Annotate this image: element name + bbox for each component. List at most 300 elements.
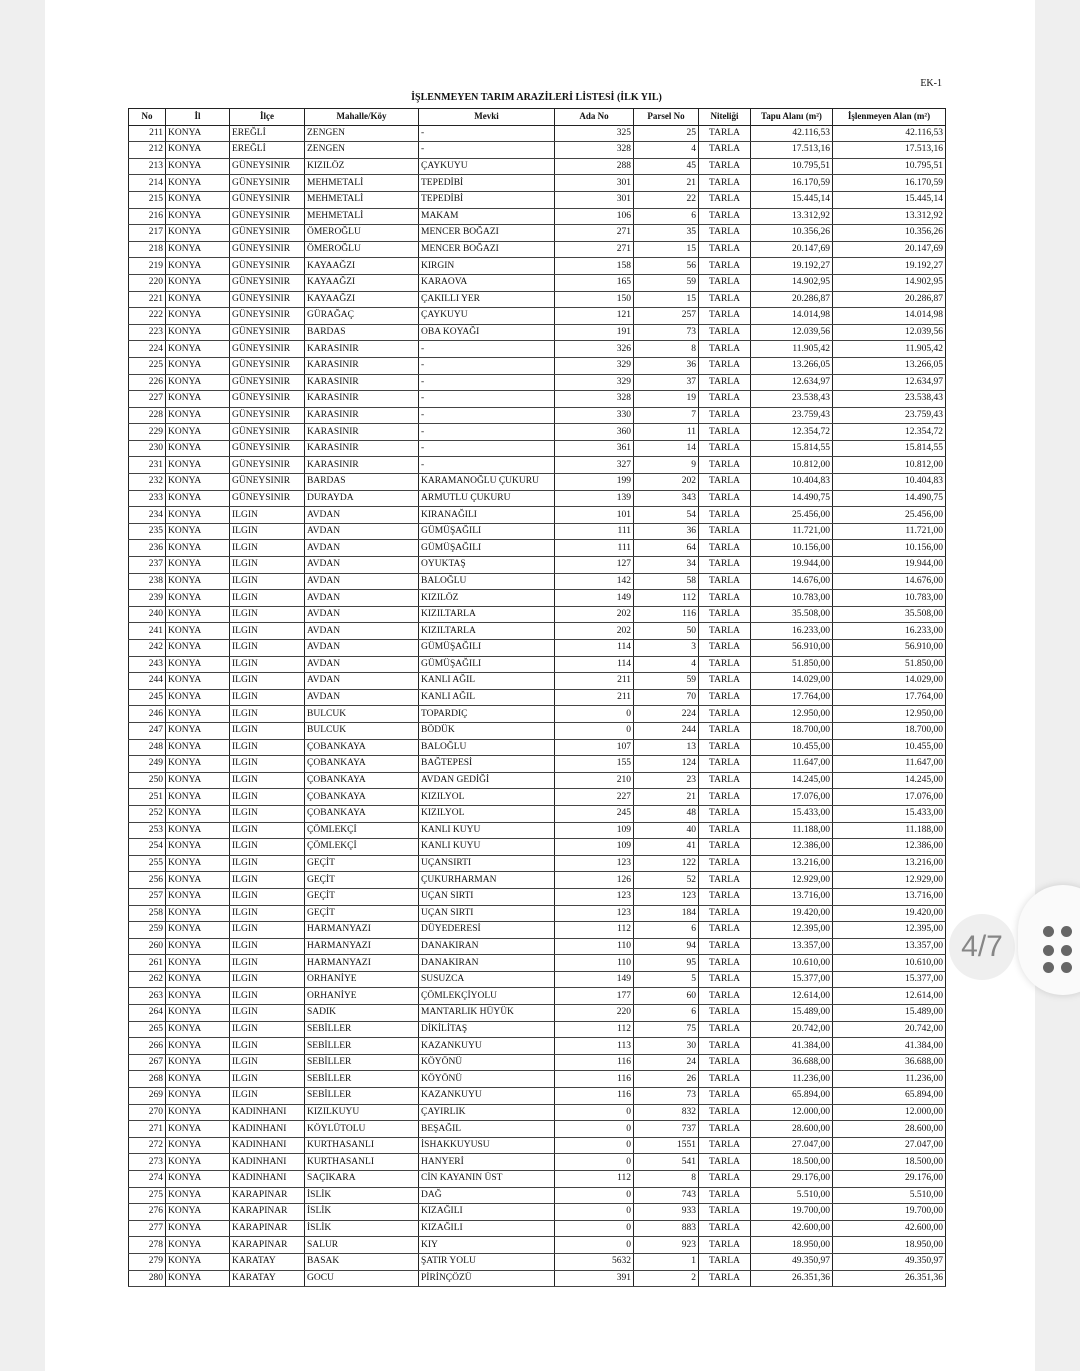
cell-mevki: ŞATIR YOLU [419, 1253, 555, 1270]
table-row [129, 540, 946, 557]
cell-tapu-alani: 10.455,00 [751, 739, 833, 756]
cell-parsel-no: 50 [634, 623, 699, 640]
cell-tapu-alani: 12.634,97 [751, 374, 833, 391]
cell-no: 216 [129, 208, 166, 225]
table-row [129, 407, 946, 424]
cell-il: KONYA [166, 1054, 230, 1071]
cell-islenmeyen-alan: 14.029,00 [833, 673, 946, 690]
cell-nitelik: TARLA [699, 191, 751, 208]
cell-il: KONYA [166, 872, 230, 889]
cell-ada-no: 271 [555, 225, 634, 242]
cell-islenmeyen-alan: 11.647,00 [833, 756, 946, 773]
cell-il: KONYA [166, 357, 230, 374]
table-row [129, 772, 946, 789]
table-row [129, 1237, 946, 1254]
cell-islenmeyen-alan: 17.513,16 [833, 142, 946, 159]
cell-ada-no: 361 [555, 440, 634, 457]
cell-tapu-alani: 14.029,00 [751, 673, 833, 690]
table-row [129, 1253, 946, 1270]
cell-parsel-no: 24 [634, 1054, 699, 1071]
cell-ilce: KARAPINAR [230, 1237, 305, 1254]
cell-islenmeyen-alan: 27.047,00 [833, 1137, 946, 1154]
cell-mevki: KIZILTARLA [419, 606, 555, 623]
cell-tapu-alani: 16.233,00 [751, 623, 833, 640]
table-row [129, 888, 946, 905]
cell-mevki: CİN KAYANIN ÜST [419, 1171, 555, 1188]
cell-ilce: GÜNEYSINIR [230, 175, 305, 192]
cell-no: 231 [129, 457, 166, 474]
cell-nitelik: TARLA [699, 1253, 751, 1270]
cell-il: KONYA [166, 557, 230, 574]
cell-parsel-no: 124 [634, 756, 699, 773]
cell-islenmeyen-alan: 10.783,00 [833, 590, 946, 607]
table-row [129, 922, 946, 939]
cell-parsel-no: 244 [634, 722, 699, 739]
cell-no: 239 [129, 590, 166, 607]
cell-ada-no: 329 [555, 374, 634, 391]
cell-ada-no: 211 [555, 689, 634, 706]
cell-tapu-alani: 65.894,00 [751, 1088, 833, 1105]
cell-mevki: MENCER BOĞAZI [419, 241, 555, 258]
cell-parsel-no: 73 [634, 324, 699, 341]
cell-mahalle: SAÇIKARA [305, 1171, 419, 1188]
cell-mevki: ARMUTLU ÇUKURU [419, 490, 555, 507]
cell-il: KONYA [166, 125, 230, 142]
cell-no: 274 [129, 1171, 166, 1188]
cell-il: KONYA [166, 640, 230, 657]
cell-no: 237 [129, 557, 166, 574]
cell-ada-no: 127 [555, 557, 634, 574]
cell-il: KONYA [166, 623, 230, 640]
cell-tapu-alani: 20.742,00 [751, 1021, 833, 1038]
cell-islenmeyen-alan: 12.929,00 [833, 872, 946, 889]
cell-ilce: GÜNEYSINIR [230, 341, 305, 358]
cell-nitelik: TARLA [699, 640, 751, 657]
table-row [129, 706, 946, 723]
cell-nitelik: TARLA [699, 424, 751, 441]
cell-mahalle: SEBİLLER [305, 1054, 419, 1071]
cell-no: 222 [129, 308, 166, 325]
cell-nitelik: TARLA [699, 274, 751, 291]
cell-parsel-no: 6 [634, 922, 699, 939]
cell-parsel-no: 6 [634, 1005, 699, 1022]
cell-tapu-alani: 51.850,00 [751, 656, 833, 673]
cell-nitelik: TARLA [699, 440, 751, 457]
cell-islenmeyen-alan: 14.490,75 [833, 490, 946, 507]
cell-islenmeyen-alan: 12.000,00 [833, 1104, 946, 1121]
table-row [129, 1054, 946, 1071]
cell-nitelik: TARLA [699, 391, 751, 408]
table-header-row [129, 109, 946, 126]
cell-mevki: SUSUZCA [419, 971, 555, 988]
cell-no: 280 [129, 1270, 166, 1287]
cell-islenmeyen-alan: 29.176,00 [833, 1171, 946, 1188]
table-row [129, 191, 946, 208]
cell-ada-no: 123 [555, 905, 634, 922]
cell-mevki: KIZILYOL [419, 789, 555, 806]
cell-ada-no: 110 [555, 938, 634, 955]
cell-ilce: ILGIN [230, 689, 305, 706]
table-row [129, 1204, 946, 1221]
table-row [129, 1038, 946, 1055]
cell-il: KONYA [166, 208, 230, 225]
cell-il: KONYA [166, 1104, 230, 1121]
cell-mahalle: AVDAN [305, 523, 419, 540]
table-row [129, 291, 946, 308]
cell-mahalle: SEBİLLER [305, 1071, 419, 1088]
cell-il: KONYA [166, 938, 230, 955]
cell-parsel-no: 73 [634, 1088, 699, 1105]
table-row [129, 1104, 946, 1121]
cell-nitelik: TARLA [699, 1204, 751, 1221]
cell-nitelik: TARLA [699, 673, 751, 690]
cell-ada-no: 5632 [555, 1253, 634, 1270]
cell-islenmeyen-alan: 19.700,00 [833, 1204, 946, 1221]
cell-ada-no: 328 [555, 142, 634, 159]
cell-ilce: ILGIN [230, 805, 305, 822]
cell-mevki: KÖYÖNÜ [419, 1071, 555, 1088]
cell-parsel-no: 45 [634, 158, 699, 175]
cell-ilce: KADINHANI [230, 1104, 305, 1121]
cell-mahalle: AVDAN [305, 590, 419, 607]
cell-no: 279 [129, 1253, 166, 1270]
column-header-parsel-no: Parsel No [634, 109, 699, 126]
table-row [129, 855, 946, 872]
cell-no: 225 [129, 357, 166, 374]
cell-mahalle: İSLİK [305, 1220, 419, 1237]
cell-mahalle: GEÇİT [305, 888, 419, 905]
cell-ilce: ILGIN [230, 1054, 305, 1071]
cell-ada-no: 109 [555, 839, 634, 856]
cell-mevki: KIRANAĞILI [419, 507, 555, 524]
cell-il: KONYA [166, 656, 230, 673]
cell-nitelik: TARLA [699, 772, 751, 789]
cell-no: 211 [129, 125, 166, 142]
cell-parsel-no: 8 [634, 341, 699, 358]
cell-il: KONYA [166, 142, 230, 159]
cell-islenmeyen-alan: 23.538,43 [833, 391, 946, 408]
cell-nitelik: TARLA [699, 789, 751, 806]
cell-islenmeyen-alan: 20.742,00 [833, 1021, 946, 1038]
table-row [129, 274, 946, 291]
cell-mevki: MENCER BOĞAZI [419, 225, 555, 242]
cell-ada-no: 106 [555, 208, 634, 225]
cell-tapu-alani: 13.216,00 [751, 855, 833, 872]
cell-parsel-no: 94 [634, 938, 699, 955]
column-header-mevki: Mevki [419, 109, 555, 126]
cell-no: 230 [129, 440, 166, 457]
cell-tapu-alani: 11.721,00 [751, 523, 833, 540]
cell-ada-no: 149 [555, 590, 634, 607]
cell-ilce: ILGIN [230, 971, 305, 988]
cell-nitelik: TARLA [699, 1270, 751, 1287]
cell-nitelik: TARLA [699, 590, 751, 607]
cell-il: KONYA [166, 291, 230, 308]
cell-ilce: ILGIN [230, 839, 305, 856]
cell-ada-no: 121 [555, 308, 634, 325]
cell-tapu-alani: 13.716,00 [751, 888, 833, 905]
table-row [129, 208, 946, 225]
cell-mahalle: GÜRAĞAÇ [305, 308, 419, 325]
table-row [129, 523, 946, 540]
cell-nitelik: TARLA [699, 341, 751, 358]
cell-mevki: - [419, 424, 555, 441]
cell-no: 244 [129, 673, 166, 690]
cell-islenmeyen-alan: 51.850,00 [833, 656, 946, 673]
cell-parsel-no: 1551 [634, 1137, 699, 1154]
cell-ilce: GÜNEYSINIR [230, 440, 305, 457]
cell-no: 270 [129, 1104, 166, 1121]
cell-il: KONYA [166, 158, 230, 175]
cell-ilce: KARAPINAR [230, 1204, 305, 1221]
table-row [129, 125, 946, 142]
cell-mahalle: SADIK [305, 1005, 419, 1022]
cell-tapu-alani: 23.538,43 [751, 391, 833, 408]
cell-tapu-alani: 18.950,00 [751, 1237, 833, 1254]
cell-no: 219 [129, 258, 166, 275]
cell-no: 269 [129, 1088, 166, 1105]
cell-mevki: KIZILÖZ [419, 590, 555, 607]
cell-ilce: ILGIN [230, 872, 305, 889]
cell-parsel-no: 36 [634, 523, 699, 540]
cell-mahalle: KIZILKUYU [305, 1104, 419, 1121]
cell-nitelik: TARLA [699, 407, 751, 424]
cell-ada-no: 177 [555, 988, 634, 1005]
table-row [129, 557, 946, 574]
cell-mevki: - [419, 357, 555, 374]
cell-mevki: BALOĞLU [419, 573, 555, 590]
cell-tapu-alani: 17.764,00 [751, 689, 833, 706]
cell-ada-no: 155 [555, 756, 634, 773]
cell-ada-no: 111 [555, 523, 634, 540]
cell-tapu-alani: 14.902,95 [751, 274, 833, 291]
cell-ada-no: 326 [555, 341, 634, 358]
cell-nitelik: TARLA [699, 1154, 751, 1171]
cell-islenmeyen-alan: 25.456,00 [833, 507, 946, 524]
cell-nitelik: TARLA [699, 1054, 751, 1071]
cell-ada-no: 150 [555, 291, 634, 308]
cell-tapu-alani: 14.490,75 [751, 490, 833, 507]
cell-parsel-no: 116 [634, 606, 699, 623]
table-row [129, 640, 946, 657]
cell-mahalle: ÇOBANKAYA [305, 789, 419, 806]
cell-ada-no: 329 [555, 357, 634, 374]
cell-islenmeyen-alan: 65.894,00 [833, 1088, 946, 1105]
cell-tapu-alani: 27.047,00 [751, 1137, 833, 1154]
cell-islenmeyen-alan: 15.377,00 [833, 971, 946, 988]
cell-ada-no: 191 [555, 324, 634, 341]
cell-ada-no: 202 [555, 606, 634, 623]
cell-mahalle: KARASINIR [305, 440, 419, 457]
cell-tapu-alani: 14.245,00 [751, 772, 833, 789]
cell-islenmeyen-alan: 10.156,00 [833, 540, 946, 557]
cell-ada-no: 330 [555, 407, 634, 424]
cell-mevki: KIZILTARLA [419, 623, 555, 640]
cell-mahalle: MEHMETALİ [305, 175, 419, 192]
cell-ilce: KARAPINAR [230, 1187, 305, 1204]
cell-tapu-alani: 10.783,00 [751, 590, 833, 607]
cell-no: 246 [129, 706, 166, 723]
cell-ilce: KADINHANI [230, 1121, 305, 1138]
cell-parsel-no: 70 [634, 689, 699, 706]
cell-il: KONYA [166, 407, 230, 424]
cell-tapu-alani: 12.000,00 [751, 1104, 833, 1121]
cell-ilce: ILGIN [230, 656, 305, 673]
cell-ilce: ILGIN [230, 706, 305, 723]
cell-parsel-no: 123 [634, 888, 699, 905]
cell-ada-no: 271 [555, 241, 634, 258]
cell-parsel-no: 75 [634, 1021, 699, 1038]
cell-nitelik: TARLA [699, 689, 751, 706]
cell-il: KONYA [166, 1270, 230, 1287]
cell-mevki: TOPARDIÇ [419, 706, 555, 723]
cell-tapu-alani: 23.759,43 [751, 407, 833, 424]
cell-ilce: GÜNEYSINIR [230, 357, 305, 374]
cell-islenmeyen-alan: 23.759,43 [833, 407, 946, 424]
cell-nitelik: TARLA [699, 971, 751, 988]
cell-il: KONYA [166, 1071, 230, 1088]
cell-ada-no: 113 [555, 1038, 634, 1055]
cell-no: 212 [129, 142, 166, 159]
cell-nitelik: TARLA [699, 1071, 751, 1088]
cell-mevki: ÇAKILLI YER [419, 291, 555, 308]
cell-nitelik: TARLA [699, 855, 751, 872]
cell-parsel-no: 743 [634, 1187, 699, 1204]
cell-islenmeyen-alan: 15.489,00 [833, 1005, 946, 1022]
cell-ada-no: 210 [555, 772, 634, 789]
cell-nitelik: TARLA [699, 839, 751, 856]
cell-tapu-alani: 10.610,00 [751, 955, 833, 972]
cell-no: 217 [129, 225, 166, 242]
cell-mevki: ÇAYKUYU [419, 308, 555, 325]
cell-mevki: - [419, 440, 555, 457]
cell-ilce: ILGIN [230, 905, 305, 922]
cell-islenmeyen-alan: 10.812,00 [833, 457, 946, 474]
cell-tapu-alani: 42.600,00 [751, 1220, 833, 1237]
cell-mevki: MAKAM [419, 208, 555, 225]
cell-no: 215 [129, 191, 166, 208]
cell-parsel-no: 933 [634, 1204, 699, 1221]
cell-mevki: GÜMÜŞAĞILI [419, 540, 555, 557]
column-header-nitelik: Niteliği [699, 109, 751, 126]
cell-ada-no: 211 [555, 673, 634, 690]
cell-islenmeyen-alan: 12.039,56 [833, 324, 946, 341]
cell-nitelik: TARLA [699, 158, 751, 175]
cell-nitelik: TARLA [699, 374, 751, 391]
cell-mahalle: BARDAS [305, 324, 419, 341]
cell-il: KONYA [166, 756, 230, 773]
cell-islenmeyen-alan: 12.354,72 [833, 424, 946, 441]
cell-ilce: ILGIN [230, 922, 305, 939]
page-indicator: 4/7 [949, 914, 1015, 980]
cell-nitelik: TARLA [699, 822, 751, 839]
cell-il: KONYA [166, 440, 230, 457]
table-row [129, 1187, 946, 1204]
cell-islenmeyen-alan: 20.286,87 [833, 291, 946, 308]
cell-mevki: UÇAN SIRTI [419, 905, 555, 922]
cell-tapu-alani: 10.795,51 [751, 158, 833, 175]
table-row [129, 1137, 946, 1154]
cell-tapu-alani: 12.929,00 [751, 872, 833, 889]
cell-parsel-no: 95 [634, 955, 699, 972]
cell-tapu-alani: 12.950,00 [751, 706, 833, 723]
cell-tapu-alani: 20.286,87 [751, 291, 833, 308]
cell-il: KONYA [166, 1121, 230, 1138]
viewer-menu-button[interactable] [1018, 885, 1080, 995]
cell-islenmeyen-alan: 18.950,00 [833, 1237, 946, 1254]
cell-no: 229 [129, 424, 166, 441]
cell-il: KONYA [166, 474, 230, 491]
cell-il: KONYA [166, 1154, 230, 1171]
cell-parsel-no: 184 [634, 905, 699, 922]
cell-islenmeyen-alan: 12.614,00 [833, 988, 946, 1005]
cell-no: 248 [129, 739, 166, 756]
cell-mahalle: AVDAN [305, 623, 419, 640]
table-row [129, 822, 946, 839]
cell-mahalle: GEÇİT [305, 905, 419, 922]
cell-no: 271 [129, 1121, 166, 1138]
cell-tapu-alani: 18.500,00 [751, 1154, 833, 1171]
cell-il: KONYA [166, 1171, 230, 1188]
cell-il: KONYA [166, 988, 230, 1005]
cell-nitelik: TARLA [699, 490, 751, 507]
cell-ilce: GÜNEYSINIR [230, 274, 305, 291]
table-row [129, 839, 946, 856]
cell-nitelik: TARLA [699, 557, 751, 574]
cell-islenmeyen-alan: 11.721,00 [833, 523, 946, 540]
cell-ilce: ILGIN [230, 739, 305, 756]
cell-mahalle: DURAYDA [305, 490, 419, 507]
cell-no: 228 [129, 407, 166, 424]
cell-mevki: ÇUKURHARMAN [419, 872, 555, 889]
table-row [129, 1270, 946, 1287]
cell-no: 221 [129, 291, 166, 308]
cell-tapu-alani: 17.076,00 [751, 789, 833, 806]
cell-il: KONYA [166, 490, 230, 507]
cell-parsel-no: 35 [634, 225, 699, 242]
cell-nitelik: TARLA [699, 888, 751, 905]
cell-tapu-alani: 12.039,56 [751, 324, 833, 341]
cell-tapu-alani: 12.354,72 [751, 424, 833, 441]
table-row [129, 872, 946, 889]
cell-ilce: KARAPINAR [230, 1220, 305, 1237]
cell-tapu-alani: 10.404,83 [751, 474, 833, 491]
cell-nitelik: TARLA [699, 756, 751, 773]
cell-ada-no: 116 [555, 1054, 634, 1071]
cell-il: KONYA [166, 523, 230, 540]
cell-mahalle: KARASINIR [305, 391, 419, 408]
cell-tapu-alani: 11.188,00 [751, 822, 833, 839]
cell-ada-no: 158 [555, 258, 634, 275]
cell-tapu-alani: 29.176,00 [751, 1171, 833, 1188]
cell-nitelik: TARLA [699, 474, 751, 491]
cell-nitelik: TARLA [699, 225, 751, 242]
cell-il: KONYA [166, 922, 230, 939]
cell-mahalle: ZENGEN [305, 125, 419, 142]
cell-ilce: ILGIN [230, 1071, 305, 1088]
cell-mevki: KANLI KUYU [419, 839, 555, 856]
cell-parsel-no: 6 [634, 208, 699, 225]
cell-parsel-no: 60 [634, 988, 699, 1005]
cell-nitelik: TARLA [699, 540, 751, 557]
cell-nitelik: TARLA [699, 1021, 751, 1038]
cell-nitelik: TARLA [699, 1121, 751, 1138]
cell-ada-no: 227 [555, 789, 634, 806]
cell-ada-no: 123 [555, 855, 634, 872]
cell-ada-no: 199 [555, 474, 634, 491]
cell-no: 276 [129, 1204, 166, 1221]
cell-ilce: GÜNEYSINIR [230, 324, 305, 341]
